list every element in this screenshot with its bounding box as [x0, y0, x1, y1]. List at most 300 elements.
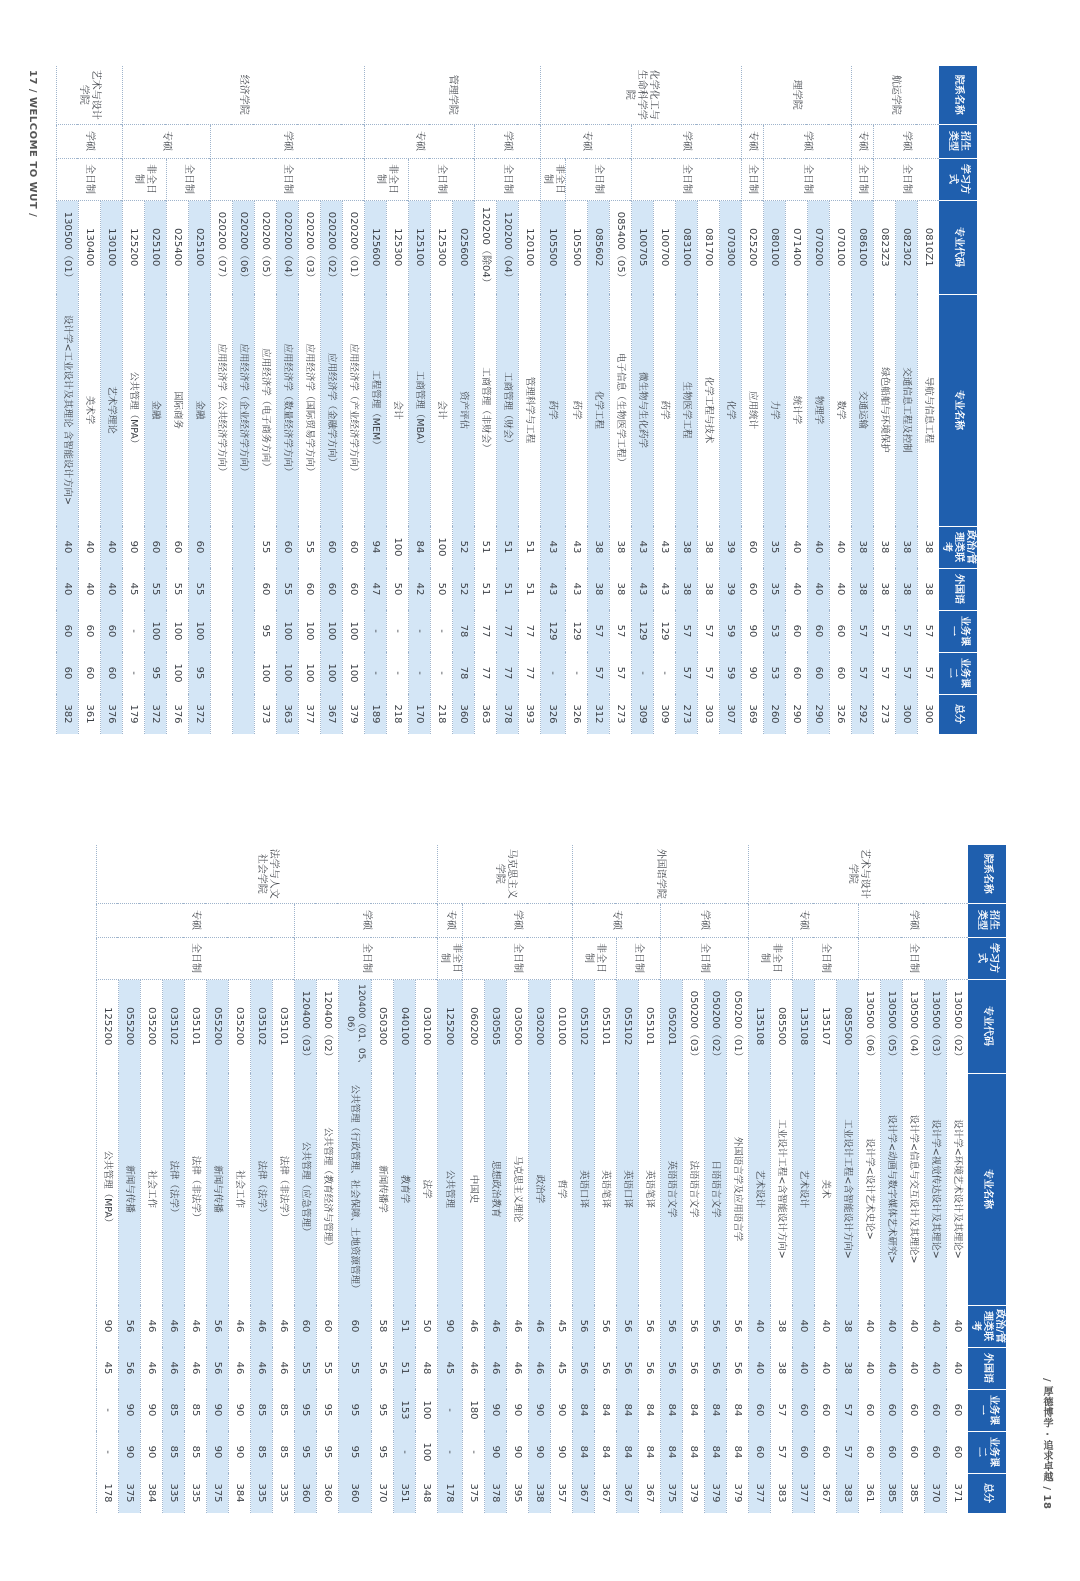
score-course1-cell: 100 [189, 610, 211, 652]
score-course2-cell: 57 [896, 652, 918, 694]
score-course1-cell: 60 [57, 610, 79, 652]
score-language-cell: 47 [365, 568, 387, 610]
score-total-cell: 385 [881, 1473, 903, 1513]
score-course2-cell: 60 [808, 652, 830, 694]
score-course1-cell: 85 [163, 1389, 185, 1431]
score-course2-cell: 90 [529, 1431, 551, 1473]
score-course2-cell: 60 [57, 652, 79, 694]
score-total-cell: 367 [573, 1473, 595, 1513]
score-total-cell: 367 [639, 1473, 661, 1513]
name-cell: 思想政治教育 [485, 1073, 507, 1305]
table-row [742, 66, 764, 734]
score-course1-cell: 84 [639, 1389, 661, 1431]
name-cell: 导航与信息工程 [918, 294, 940, 526]
score-language-cell: 55 [167, 568, 189, 610]
score-course1-cell: 60 [808, 610, 830, 652]
score-course2-cell: 100 [343, 652, 365, 694]
table-row [438, 845, 463, 1513]
score-course2-cell: - [463, 1431, 485, 1473]
score-politics-cell: 55 [299, 526, 321, 568]
score-language-cell [211, 568, 233, 610]
code-cell: 020200（03） [299, 200, 321, 294]
code-cell: 020200（06） [233, 200, 255, 294]
name-cell: 工商管理（财会） [497, 294, 519, 526]
name-cell: 政治学 [529, 1073, 551, 1305]
score-total-cell: 170 [409, 694, 431, 734]
score-language-cell: 40 [830, 568, 852, 610]
score-course2-cell: - [632, 652, 654, 694]
column-header: 专业代码 [968, 979, 1006, 1073]
name-cell: 金融 [189, 294, 211, 526]
score-total-cell: 377 [793, 1473, 815, 1513]
name-cell: 新闻与传播 [119, 1073, 141, 1305]
score-language-cell: 39 [720, 568, 742, 610]
column-header: 外国语 [968, 1347, 1006, 1389]
score-course2-cell: 57 [918, 652, 940, 694]
table-row [947, 845, 969, 1513]
code-cell: 020200（05） [255, 200, 277, 294]
column-header: 招生类型 [968, 903, 1006, 937]
name-cell: 统计学 [786, 294, 808, 526]
score-course1-cell: 84 [705, 1389, 727, 1431]
score-course1-cell: 60 [749, 1389, 771, 1431]
score-language-cell: 60 [742, 568, 764, 610]
score-politics-cell: 40 [830, 526, 852, 568]
score-politics-cell: 35 [764, 526, 786, 568]
mode-cell: 全日制 [57, 158, 123, 200]
code-cell: 030505 [485, 979, 507, 1073]
code-cell: 120400（02） [317, 979, 339, 1073]
code-cell: 130100 [101, 200, 123, 294]
name-cell: 药学 [566, 294, 588, 526]
score-politics-cell: 38 [837, 1305, 859, 1347]
code-cell: 020200（01） [343, 200, 365, 294]
dept-cell: 法学与人文社会学院 [97, 845, 438, 903]
score-course2-cell: 100 [416, 1431, 438, 1473]
score-language-cell: 40 [793, 1347, 815, 1389]
score-total-cell: 178 [97, 1473, 119, 1513]
column-header: 业务课二 [968, 1431, 1006, 1473]
score-politics-cell: 56 [727, 1305, 749, 1347]
score-total-cell: 369 [742, 694, 764, 734]
score-total-cell: 372 [145, 694, 167, 734]
mode-cell: 全日制 [661, 937, 749, 979]
score-politics-cell: 51 [497, 526, 519, 568]
code-cell: 100700 [654, 200, 676, 294]
code-cell: 125300 [387, 200, 409, 294]
dept-cell: 艺术与设计学院 [749, 845, 969, 903]
score-course1-cell: 57 [918, 610, 940, 652]
score-course1-cell: 90 [229, 1389, 251, 1431]
code-cell: 040100 [394, 979, 416, 1073]
score-course2-cell: 85 [273, 1431, 295, 1473]
score-course2-cell: 100 [167, 652, 189, 694]
score-politics-cell: 46 [485, 1305, 507, 1347]
score-politics-cell: 58 [372, 1305, 394, 1347]
name-cell: 应用经济学（电子商务方向） [255, 294, 277, 526]
name-cell: 中国史 [463, 1073, 485, 1305]
score-course2-cell: 95 [295, 1431, 317, 1473]
score-total-cell: 300 [918, 694, 940, 734]
name-cell: 艺术学理论 [101, 294, 123, 526]
dept-cell: 理学院 [742, 66, 852, 124]
code-cell: 035101 [185, 979, 207, 1073]
code-cell: 086100 [852, 200, 874, 294]
type-cell: 专硕 [97, 903, 295, 937]
name-cell: 公共管理 [438, 1073, 463, 1305]
score-politics-cell: 56 [661, 1305, 683, 1347]
score-politics-cell: 43 [566, 526, 588, 568]
name-cell: 工商管理（非财会） [475, 294, 497, 526]
score-language-cell: 40 [101, 568, 123, 610]
score-course2-cell: - [438, 1431, 463, 1473]
score-total-cell: 379 [683, 1473, 705, 1513]
score-politics-cell: 90 [123, 526, 145, 568]
score-language-cell: 40 [881, 1347, 903, 1389]
score-total-cell: 376 [167, 694, 189, 734]
score-total-cell: 303 [698, 694, 720, 734]
score-politics-cell: 40 [859, 1305, 881, 1347]
score-politics-cell: 46 [507, 1305, 529, 1347]
code-cell: 030100 [416, 979, 438, 1073]
score-politics-cell: 60 [317, 1305, 339, 1347]
score-politics-cell: 60 [145, 526, 167, 568]
score-politics-cell: 38 [852, 526, 874, 568]
score-course1-cell: 90 [207, 1389, 229, 1431]
mode-cell: 非全日制 [438, 937, 463, 979]
score-politics-cell: 38 [874, 526, 896, 568]
score-language-cell: 56 [119, 1347, 141, 1389]
score-course1-cell: 77 [497, 610, 519, 652]
mode-cell: 全日制 [463, 937, 573, 979]
score-course1-cell: 85 [273, 1389, 295, 1431]
score-total-cell: 370 [372, 1473, 394, 1513]
score-course2-cell: 85 [251, 1431, 273, 1473]
name-cell: 法律（非法学） [273, 1073, 295, 1305]
score-total-cell: 273 [874, 694, 896, 734]
score-language-cell: 38 [610, 568, 632, 610]
score-total-cell: 363 [277, 694, 299, 734]
score-politics-cell: 60 [339, 1305, 372, 1347]
code-cell: 105500 [566, 200, 588, 294]
score-language-cell: 55 [339, 1347, 372, 1389]
mode-cell: 全日制 [295, 937, 438, 979]
score-course1-cell: 60 [793, 1389, 815, 1431]
score-politics-cell: 56 [639, 1305, 661, 1347]
dept-cell: 化学化工与生命科学学院 [541, 66, 742, 124]
code-cell: 050200（02） [705, 979, 727, 1073]
score-politics-cell: 38 [771, 1305, 793, 1347]
table-row [273, 845, 295, 1513]
code-cell: 055101 [639, 979, 661, 1073]
score-language-cell: 35 [764, 568, 786, 610]
code-cell: 085500 [771, 979, 793, 1073]
column-header: 院系名称 [939, 66, 977, 124]
score-politics-cell: 43 [541, 526, 566, 568]
score-table [56, 66, 977, 735]
score-course2-cell: 77 [497, 652, 519, 694]
score-politics-cell: 56 [573, 1305, 595, 1347]
score-course2-cell: 59 [720, 652, 742, 694]
table-row [145, 66, 167, 734]
score-course2-cell: 57 [676, 652, 698, 694]
score-course2-cell: 90 [229, 1431, 251, 1473]
score-politics-cell: 60 [343, 526, 365, 568]
score-politics-cell: 40 [749, 1305, 771, 1347]
mode-cell: 全日制 [859, 937, 969, 979]
name-cell: 法律（非法学） [185, 1073, 207, 1305]
mode-cell: 非全日制 [749, 937, 793, 979]
code-cell: 025400 [167, 200, 189, 294]
score-politics-cell: 46 [229, 1305, 251, 1347]
score-course2-cell: 60 [859, 1431, 881, 1473]
score-total-cell: 372 [189, 694, 211, 734]
score-language-cell: 38 [896, 568, 918, 610]
name-cell: 电子信息（生物医学工程） [610, 294, 632, 526]
name-cell: 法律（法学） [251, 1073, 273, 1305]
score-course1-cell: 95 [372, 1389, 394, 1431]
score-total-cell: 361 [859, 1473, 881, 1513]
code-cell: 125200 [97, 979, 119, 1073]
name-cell: 社会工作 [141, 1073, 163, 1305]
dept-cell: 外国语学院 [573, 845, 749, 903]
score-course2-cell: - [431, 652, 453, 694]
score-politics-cell: 40 [786, 526, 808, 568]
dept-cell: 航运学院 [852, 66, 940, 124]
name-cell: 会计 [431, 294, 453, 526]
score-politics-cell: 38 [588, 526, 610, 568]
score-total-cell: 395 [507, 1473, 529, 1513]
score-total-cell: 377 [749, 1473, 771, 1513]
score-language-cell: 56 [372, 1347, 394, 1389]
name-cell: 工业设计工程<含智能设计方向> [837, 1073, 859, 1305]
name-cell: 美术学 [79, 294, 101, 526]
name-cell: 设计学<视觉传达设计及其理论> [925, 1073, 947, 1305]
score-course1-cell: 100 [321, 610, 343, 652]
score-language-cell: 55 [295, 1347, 317, 1389]
score-politics-cell: 52 [453, 526, 475, 568]
name-cell: 英语笔译 [639, 1073, 661, 1305]
score-course2-cell: 90 [119, 1431, 141, 1473]
score-politics-cell: 90 [438, 1305, 463, 1347]
type-cell: 学硕 [57, 124, 123, 158]
table-row [541, 66, 566, 734]
code-cell: 130500（02） [947, 979, 969, 1073]
name-cell: 应用经济学（数量经济学方向） [277, 294, 299, 526]
score-course2-cell: - [541, 652, 566, 694]
mode-cell: 全日制 [742, 158, 764, 200]
name-cell: 工程管理（MEM） [365, 294, 387, 526]
score-language-cell: 56 [573, 1347, 595, 1389]
score-language-cell: 56 [207, 1347, 229, 1389]
code-cell: 135108 [793, 979, 815, 1073]
score-language-cell: 50 [387, 568, 409, 610]
mode-cell: 非全日制 [365, 158, 409, 200]
score-course2-cell [211, 652, 233, 694]
table-row [830, 66, 852, 734]
score-course2-cell: 84 [705, 1431, 727, 1473]
score-politics-cell: 94 [365, 526, 387, 568]
name-cell: 化学工程 [588, 294, 610, 526]
table-row [595, 845, 617, 1513]
score-language-cell: 40 [947, 1347, 969, 1389]
name-cell: 药学 [654, 294, 676, 526]
score-total-cell: 348 [416, 1473, 438, 1513]
score-politics-cell: 40 [808, 526, 830, 568]
name-cell: 设计学<环境艺术设计及其理论> [947, 1073, 969, 1305]
score-course1-cell: 60 [101, 610, 123, 652]
score-course2-cell: 60 [101, 652, 123, 694]
score-total-cell: 379 [705, 1473, 727, 1513]
score-language-cell: 46 [463, 1347, 485, 1389]
name-cell: 设计学<工业设计及其理论 含智能设计方向> [57, 294, 79, 526]
code-cell: 085400（05） [610, 200, 632, 294]
score-course1-cell: 84 [727, 1389, 749, 1431]
score-language-cell: 46 [185, 1347, 207, 1389]
score-total-cell: 367 [617, 1473, 639, 1513]
score-politics-cell [211, 526, 233, 568]
table-row [837, 845, 859, 1513]
score-language-cell: 46 [273, 1347, 295, 1389]
type-cell: 学硕 [764, 124, 852, 158]
score-course1-cell: 60 [881, 1389, 903, 1431]
score-course1-cell: 129 [654, 610, 676, 652]
score-politics-cell: 45 [551, 1305, 573, 1347]
score-total-cell: 360 [453, 694, 475, 734]
code-cell: 025100 [145, 200, 167, 294]
score-course1-cell: 84 [683, 1389, 705, 1431]
score-course1-cell: 57 [676, 610, 698, 652]
name-cell: 公共管理（MPA） [123, 294, 145, 526]
score-course1-cell: 90 [551, 1389, 573, 1431]
code-cell: 130400 [79, 200, 101, 294]
score-course1-cell: - [97, 1389, 119, 1431]
score-total-cell: 360 [295, 1473, 317, 1513]
score-total-cell: 338 [529, 1473, 551, 1513]
score-politics-cell: 60 [295, 1305, 317, 1347]
name-cell: 化学 [720, 294, 742, 526]
score-language-cell: 40 [808, 568, 830, 610]
code-cell: 0810Z1 [918, 200, 940, 294]
score-course2-cell: 84 [727, 1431, 749, 1473]
code-cell: 125600 [365, 200, 387, 294]
score-language-cell: 48 [416, 1347, 438, 1389]
score-language-cell: 56 [683, 1347, 705, 1389]
table-row [519, 66, 541, 734]
score-course1-cell: 60 [815, 1389, 837, 1431]
table-row [387, 66, 409, 734]
score-course1-cell: 84 [617, 1389, 639, 1431]
score-course2-cell: - [409, 652, 431, 694]
score-politics-cell: 60 [167, 526, 189, 568]
score-course2-cell: 57 [698, 652, 720, 694]
score-politics-cell: 51 [394, 1305, 416, 1347]
score-language-cell: 56 [639, 1347, 661, 1389]
score-total-cell [211, 694, 233, 734]
score-course1-cell: - [387, 610, 409, 652]
score-total-cell: 379 [343, 694, 365, 734]
score-course1-cell: 60 [859, 1389, 881, 1431]
score-course2-cell: 84 [639, 1431, 661, 1473]
code-cell: 020200（07） [211, 200, 233, 294]
score-language-cell: 40 [749, 1347, 771, 1389]
code-cell: 050201 [661, 979, 683, 1073]
name-cell: 英语笔译 [595, 1073, 617, 1305]
score-language-cell: 46 [507, 1347, 529, 1389]
score-language-cell: 40 [903, 1347, 925, 1389]
score-course2-cell: 60 [79, 652, 101, 694]
name-cell: 外国语言学及应用语言学 [727, 1073, 749, 1305]
score-course1-cell: 90 [529, 1389, 551, 1431]
name-cell: 绿色船舶与环境保护 [874, 294, 896, 526]
score-politics-cell: 38 [676, 526, 698, 568]
code-cell: 120400（03） [295, 979, 317, 1073]
code-cell: 035102 [251, 979, 273, 1073]
table-row [189, 66, 211, 734]
score-course1-cell: 95 [255, 610, 277, 652]
name-cell: 英语口译 [617, 1073, 639, 1305]
code-cell: 082302 [896, 200, 918, 294]
score-politics-cell: 60 [321, 526, 343, 568]
mode-cell: 全日制 [97, 937, 295, 979]
score-language-cell: 46 [141, 1347, 163, 1389]
code-cell: 120400（01、05、06） [339, 979, 372, 1073]
code-cell: 025100 [189, 200, 211, 294]
score-course2-cell: 78 [453, 652, 475, 694]
code-cell: 020200（02） [321, 200, 343, 294]
score-language-cell: 46 [529, 1347, 551, 1389]
name-cell: 法学 [416, 1073, 438, 1305]
score-course2-cell: 60 [786, 652, 808, 694]
score-politics-cell: 84 [409, 526, 431, 568]
score-course2-cell: 57 [852, 652, 874, 694]
type-cell: 学硕 [463, 903, 573, 937]
code-cell: 060200 [463, 979, 485, 1073]
table-row [551, 845, 573, 1513]
score-politics-cell: 56 [119, 1305, 141, 1347]
score-language-cell: 46 [229, 1347, 251, 1389]
score-politics-cell: 50 [416, 1305, 438, 1347]
score-course1-cell: 100 [167, 610, 189, 652]
score-politics-cell: 38 [896, 526, 918, 568]
code-cell: 035101 [273, 979, 295, 1073]
table-row [416, 845, 438, 1513]
score-total-cell: 375 [463, 1473, 485, 1513]
score-course1-cell: 57 [698, 610, 720, 652]
score-language-cell: 45 [123, 568, 145, 610]
code-cell: 085500 [837, 979, 859, 1073]
score-total-cell: 351 [394, 1473, 416, 1513]
name-cell: 公共管理（教育经济与管理） [317, 1073, 339, 1305]
score-total-cell: 367 [595, 1473, 617, 1513]
name-cell: 公共管理（行政管理、社会保障、土地资源管理） [339, 1073, 372, 1305]
score-language-cell: 38 [698, 568, 720, 610]
score-course2-cell: 57 [837, 1431, 859, 1473]
score-total-cell: 377 [299, 694, 321, 734]
score-course1-cell: 95 [295, 1389, 317, 1431]
score-total-cell: 385 [903, 1473, 925, 1513]
score-language-cell: 55 [277, 568, 299, 610]
score-course2-cell: 90 [507, 1431, 529, 1473]
score-course2-cell: 60 [749, 1431, 771, 1473]
type-cell: 专硕 [852, 124, 874, 158]
score-politics-cell: 46 [529, 1305, 551, 1347]
score-course1-cell: 57 [837, 1389, 859, 1431]
column-header: 政治/管理类联考 [968, 1305, 1006, 1347]
score-total-cell: 326 [566, 694, 588, 734]
score-course1-cell [211, 610, 233, 652]
table-row [610, 66, 632, 734]
